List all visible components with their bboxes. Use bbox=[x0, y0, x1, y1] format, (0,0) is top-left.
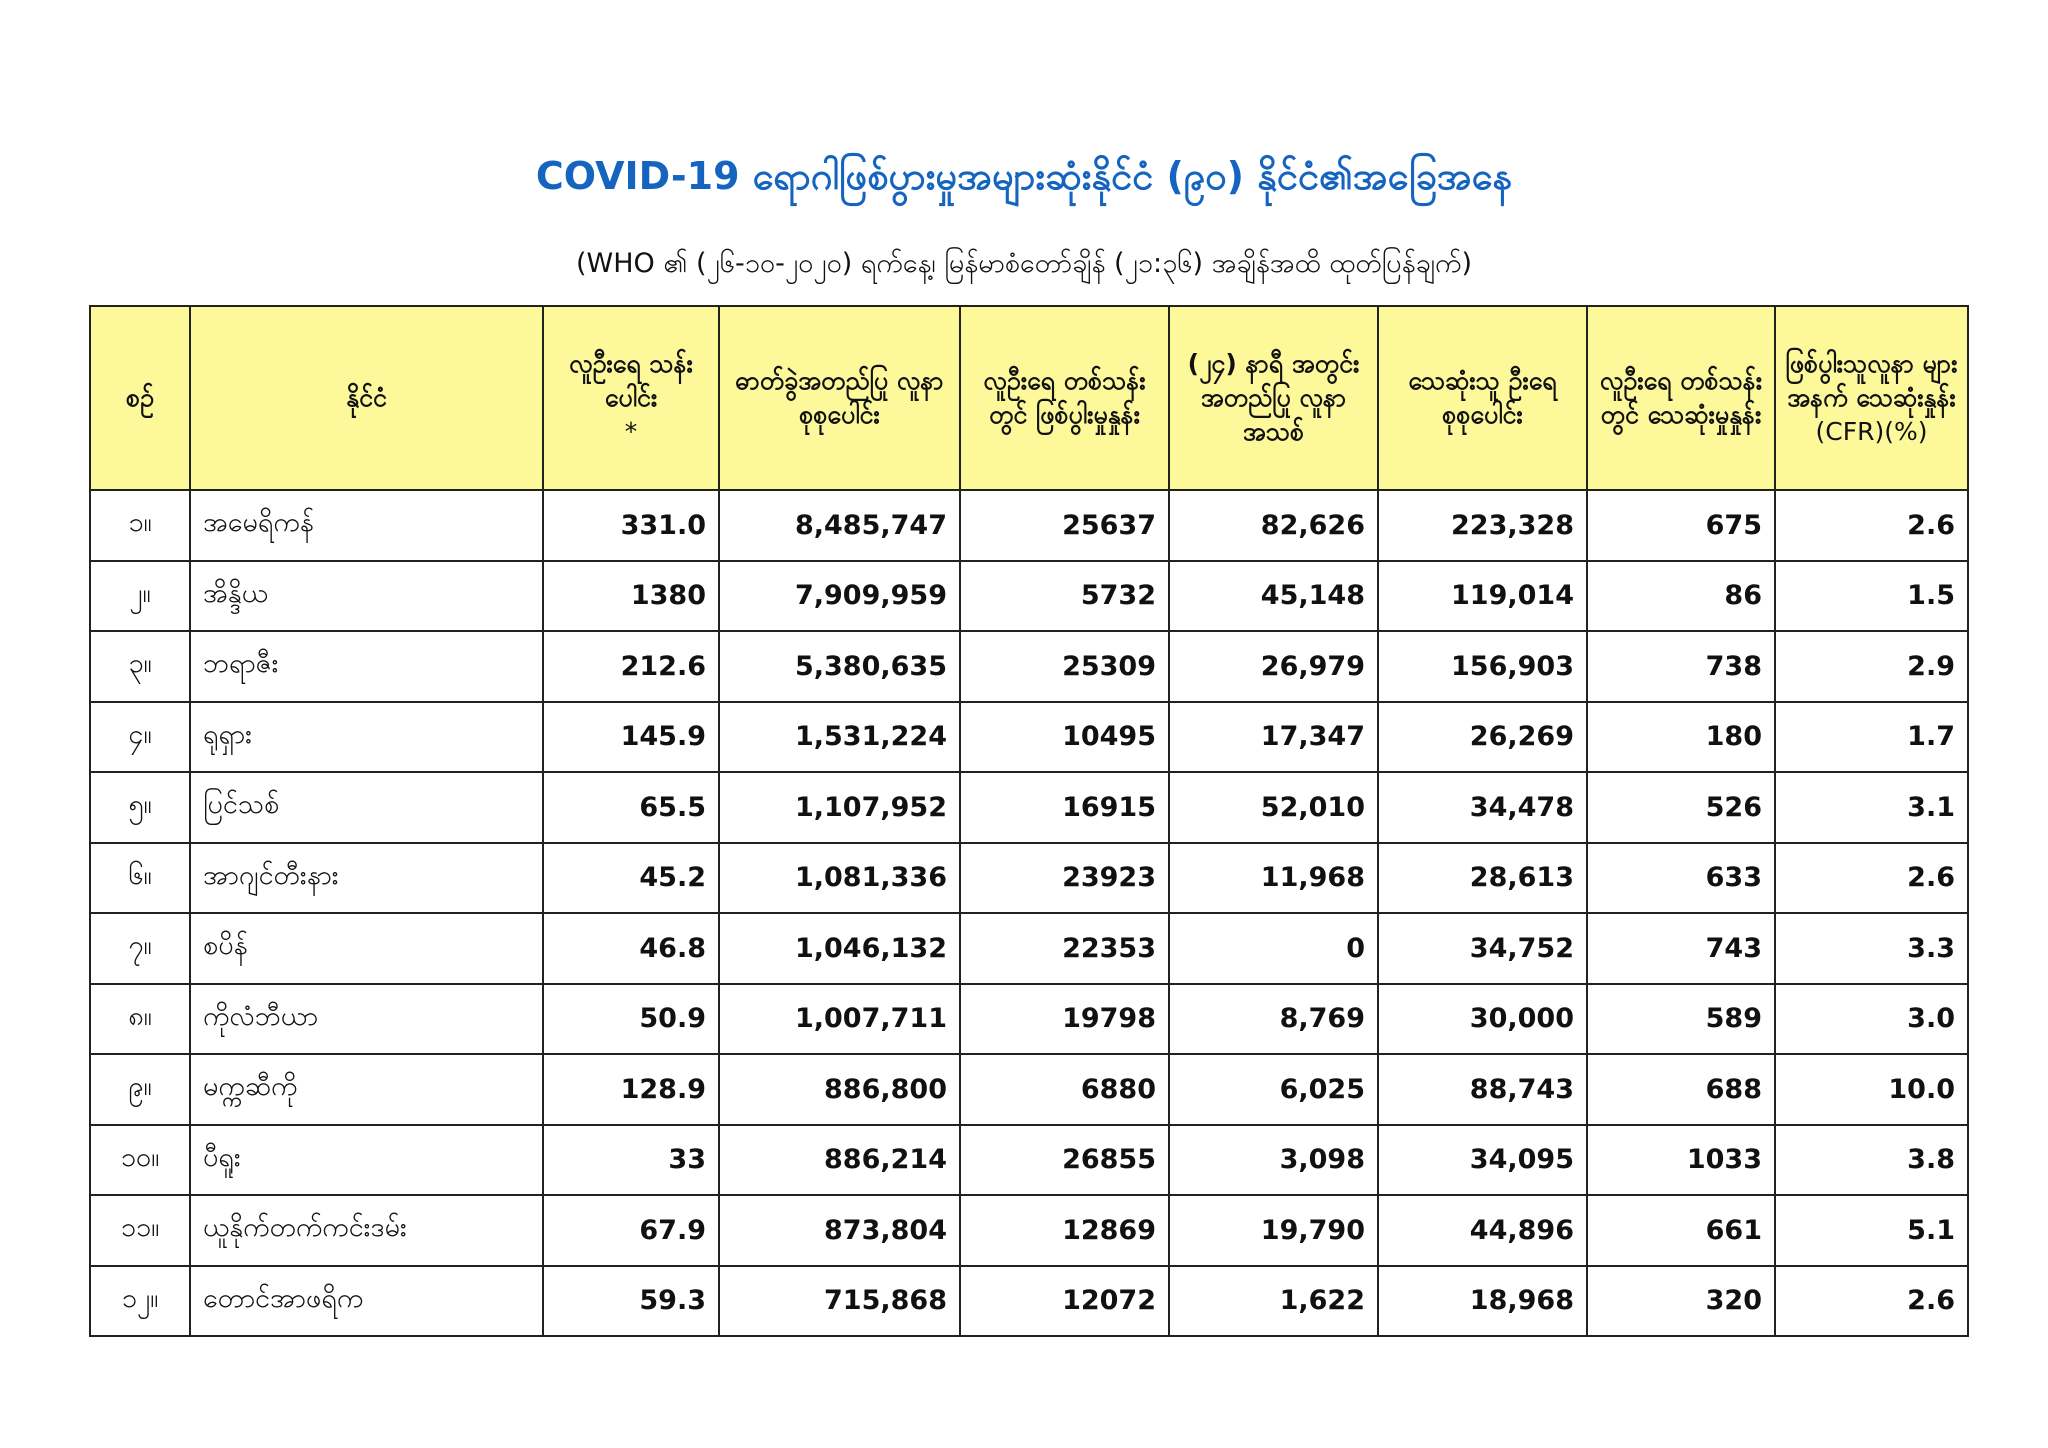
cell-population: 145.9 bbox=[543, 702, 719, 773]
cell-cases-per-million: 5732 bbox=[960, 561, 1169, 632]
cell-cases-per-million: 12869 bbox=[960, 1195, 1169, 1266]
cell-new-cases-24h: 3,098 bbox=[1169, 1125, 1378, 1196]
cell-total-cases: 1,046,132 bbox=[719, 913, 960, 984]
cell-cfr: 2.6 bbox=[1775, 490, 1968, 561]
cell-deaths-per-million: 661 bbox=[1587, 1195, 1775, 1266]
cell-cfr: 3.8 bbox=[1775, 1125, 1968, 1196]
header-deaths-per-million: လူဦးရေ တစ်သန်းတွင် သေဆုံးမှုနှုန်း bbox=[1587, 306, 1775, 490]
cell-cfr: 3.0 bbox=[1775, 984, 1968, 1055]
cell-total-deaths: 88,743 bbox=[1378, 1054, 1587, 1125]
cell-new-cases-24h: 8,769 bbox=[1169, 984, 1378, 1055]
cell-total-deaths: 26,269 bbox=[1378, 702, 1587, 773]
cell-cases-per-million: 22353 bbox=[960, 913, 1169, 984]
cell-population: 45.2 bbox=[543, 843, 719, 914]
header-population-note: * bbox=[624, 417, 638, 446]
cell-total-deaths: 30,000 bbox=[1378, 984, 1587, 1055]
cell-total-deaths: 156,903 bbox=[1378, 631, 1587, 702]
cell-total-cases: 8,485,747 bbox=[719, 490, 960, 561]
cell-country: ယူနိုက်တက်ကင်းဒမ်း bbox=[190, 1195, 543, 1266]
cell-new-cases-24h: 52,010 bbox=[1169, 772, 1378, 843]
cell-country: ပြင်သစ် bbox=[190, 772, 543, 843]
cell-total-cases: 7,909,959 bbox=[719, 561, 960, 632]
cell-population: 67.9 bbox=[543, 1195, 719, 1266]
cell-country: မက္ကဆီကို bbox=[190, 1054, 543, 1125]
table-row bbox=[90, 490, 1968, 561]
cell-sr: ၁၂။ bbox=[90, 1266, 190, 1337]
cell-deaths-per-million: 180 bbox=[1587, 702, 1775, 773]
cell-total-deaths: 119,014 bbox=[1378, 561, 1587, 632]
cell-population: 50.9 bbox=[543, 984, 719, 1055]
cell-cfr: 2.9 bbox=[1775, 631, 1968, 702]
cell-country: အမေရိကန် bbox=[190, 490, 543, 561]
cell-cfr: 3.1 bbox=[1775, 772, 1968, 843]
covid-stats-table bbox=[89, 305, 1969, 1337]
cell-new-cases-24h: 19,790 bbox=[1169, 1195, 1378, 1266]
cell-population: 65.5 bbox=[543, 772, 719, 843]
cell-country: ရုရှား bbox=[190, 702, 543, 773]
cell-total-deaths: 18,968 bbox=[1378, 1266, 1587, 1337]
cell-total-deaths: 34,478 bbox=[1378, 772, 1587, 843]
cell-sr: ၁၁။ bbox=[90, 1195, 190, 1266]
cell-new-cases-24h: 26,979 bbox=[1169, 631, 1378, 702]
cell-deaths-per-million: 526 bbox=[1587, 772, 1775, 843]
cell-sr: ၅။ bbox=[90, 772, 190, 843]
cell-population: 128.9 bbox=[543, 1054, 719, 1125]
cell-sr: ၉။ bbox=[90, 1054, 190, 1125]
cell-deaths-per-million: 320 bbox=[1587, 1266, 1775, 1337]
cell-cases-per-million: 25309 bbox=[960, 631, 1169, 702]
cell-sr: ၄။ bbox=[90, 702, 190, 773]
header-sr: စဉ် bbox=[90, 306, 190, 490]
table-row bbox=[90, 631, 1968, 702]
table-body bbox=[90, 490, 1968, 1336]
table-header bbox=[90, 306, 1968, 490]
cell-deaths-per-million: 1033 bbox=[1587, 1125, 1775, 1196]
cell-deaths-per-million: 675 bbox=[1587, 490, 1775, 561]
cell-country: ပီရူး bbox=[190, 1125, 543, 1196]
cell-deaths-per-million: 633 bbox=[1587, 843, 1775, 914]
table-row bbox=[90, 1266, 1968, 1337]
cell-cases-per-million: 10495 bbox=[960, 702, 1169, 773]
cell-cases-per-million: 23923 bbox=[960, 843, 1169, 914]
cell-cfr: 2.6 bbox=[1775, 1266, 1968, 1337]
header-total-deaths: သေဆုံးသူ ဦးရေ စုစုပေါင်း bbox=[1378, 306, 1587, 490]
cell-cfr: 2.6 bbox=[1775, 843, 1968, 914]
cell-country: စပိန် bbox=[190, 913, 543, 984]
cell-population: 1380 bbox=[543, 561, 719, 632]
cell-new-cases-24h: 6,025 bbox=[1169, 1054, 1378, 1125]
cell-country: အိန္ဒိယ bbox=[190, 561, 543, 632]
cell-cfr: 1.7 bbox=[1775, 702, 1968, 773]
cell-deaths-per-million: 589 bbox=[1587, 984, 1775, 1055]
header-cfr-label: ဖြစ်ပွါးသူလူနာ များအနက် သေဆုံးနှုန်း bbox=[1785, 349, 1958, 412]
header-population bbox=[543, 306, 719, 490]
header-cases-per-million: လူဦးရေ တစ်သန်းတွင် ဖြစ်ပွါးမှုနှုန်း bbox=[960, 306, 1169, 490]
cell-population: 59.3 bbox=[543, 1266, 719, 1337]
cell-country: တောင်အာဖရိက bbox=[190, 1266, 543, 1337]
cell-deaths-per-million: 688 bbox=[1587, 1054, 1775, 1125]
cell-country: အာဂျင်တီးနား bbox=[190, 843, 543, 914]
header-cfr bbox=[1775, 306, 1968, 490]
cell-total-cases: 715,868 bbox=[719, 1266, 960, 1337]
header-country: နိုင်ငံ bbox=[190, 306, 543, 490]
cell-cfr: 10.0 bbox=[1775, 1054, 1968, 1125]
header-new-cases-24h: (၂၄) နာရီ အတွင်း အတည်ပြု လူနာအသစ် bbox=[1169, 306, 1378, 490]
table-row bbox=[90, 702, 1968, 773]
cell-deaths-per-million: 743 bbox=[1587, 913, 1775, 984]
cell-total-deaths: 223,328 bbox=[1378, 490, 1587, 561]
table-row bbox=[90, 1054, 1968, 1125]
cell-sr: ၆။ bbox=[90, 843, 190, 914]
table-row bbox=[90, 913, 1968, 984]
cell-cfr: 3.3 bbox=[1775, 913, 1968, 984]
table-row bbox=[90, 772, 1968, 843]
table-row bbox=[90, 843, 1968, 914]
cell-country: ဘရာဇီး bbox=[190, 631, 543, 702]
cell-deaths-per-million: 86 bbox=[1587, 561, 1775, 632]
cell-cases-per-million: 12072 bbox=[960, 1266, 1169, 1337]
cell-new-cases-24h: 17,347 bbox=[1169, 702, 1378, 773]
cell-population: 331.0 bbox=[543, 490, 719, 561]
cell-new-cases-24h: 1,622 bbox=[1169, 1266, 1378, 1337]
page-subtitle: (WHO ၏ (၂၆-၁၀-၂၀၂၀) ရက်နေ့၊ မြန်မာစံတော်ချိန် (၂၁:၃၆) အချိန်အထိ ထုတ်ပြန်ချက်) bbox=[576, 248, 1472, 279]
cell-new-cases-24h: 11,968 bbox=[1169, 843, 1378, 914]
cell-total-cases: 1,081,336 bbox=[719, 843, 960, 914]
table-row bbox=[90, 561, 1968, 632]
cell-sr: ၃။ bbox=[90, 631, 190, 702]
cell-sr: ၁၀။ bbox=[90, 1125, 190, 1196]
cell-total-cases: 1,531,224 bbox=[719, 702, 960, 773]
cell-sr: ၇။ bbox=[90, 913, 190, 984]
cell-cases-per-million: 19798 bbox=[960, 984, 1169, 1055]
cell-new-cases-24h: 0 bbox=[1169, 913, 1378, 984]
cell-total-cases: 886,214 bbox=[719, 1125, 960, 1196]
header-total-cases: ဓာတ်ခွဲအတည်ပြု လူနာ စုစုပေါင်း bbox=[719, 306, 960, 490]
cell-new-cases-24h: 82,626 bbox=[1169, 490, 1378, 561]
table-row bbox=[90, 1125, 1968, 1196]
cell-sr: ၈။ bbox=[90, 984, 190, 1055]
cell-total-deaths: 34,752 bbox=[1378, 913, 1587, 984]
header-population-label: လူဦးရေ သန်းပေါင်း bbox=[569, 349, 693, 412]
page-title: COVID-19 ရောဂါဖြစ်ပွားမှုအများဆုံးနိုင်ငံ (၉၀) နိုင်ငံ၏အခြေအနေ bbox=[535, 154, 1513, 198]
cell-sr: ၁။ bbox=[90, 490, 190, 561]
cell-population: 46.8 bbox=[543, 913, 719, 984]
cell-total-cases: 873,804 bbox=[719, 1195, 960, 1266]
cell-population: 33 bbox=[543, 1125, 719, 1196]
cell-cases-per-million: 26855 bbox=[960, 1125, 1169, 1196]
cell-deaths-per-million: 738 bbox=[1587, 631, 1775, 702]
cell-population: 212.6 bbox=[543, 631, 719, 702]
table-row bbox=[90, 984, 1968, 1055]
cell-total-cases: 886,800 bbox=[719, 1054, 960, 1125]
header-row bbox=[90, 306, 1968, 490]
header-cfr-note: (CFR)(%) bbox=[1815, 417, 1928, 446]
cell-cases-per-million: 6880 bbox=[960, 1054, 1169, 1125]
cell-cfr: 1.5 bbox=[1775, 561, 1968, 632]
cell-total-deaths: 44,896 bbox=[1378, 1195, 1587, 1266]
cell-total-cases: 1,107,952 bbox=[719, 772, 960, 843]
cell-total-cases: 5,380,635 bbox=[719, 631, 960, 702]
cell-new-cases-24h: 45,148 bbox=[1169, 561, 1378, 632]
cell-total-deaths: 28,613 bbox=[1378, 843, 1587, 914]
cell-total-cases: 1,007,711 bbox=[719, 984, 960, 1055]
cell-total-deaths: 34,095 bbox=[1378, 1125, 1587, 1196]
cell-cases-per-million: 25637 bbox=[960, 490, 1169, 561]
cell-cases-per-million: 16915 bbox=[960, 772, 1169, 843]
cell-sr: ၂။ bbox=[90, 561, 190, 632]
cell-cfr: 5.1 bbox=[1775, 1195, 1968, 1266]
table-row bbox=[90, 1195, 1968, 1266]
cell-country: ကိုလံဘီယာ bbox=[190, 984, 543, 1055]
